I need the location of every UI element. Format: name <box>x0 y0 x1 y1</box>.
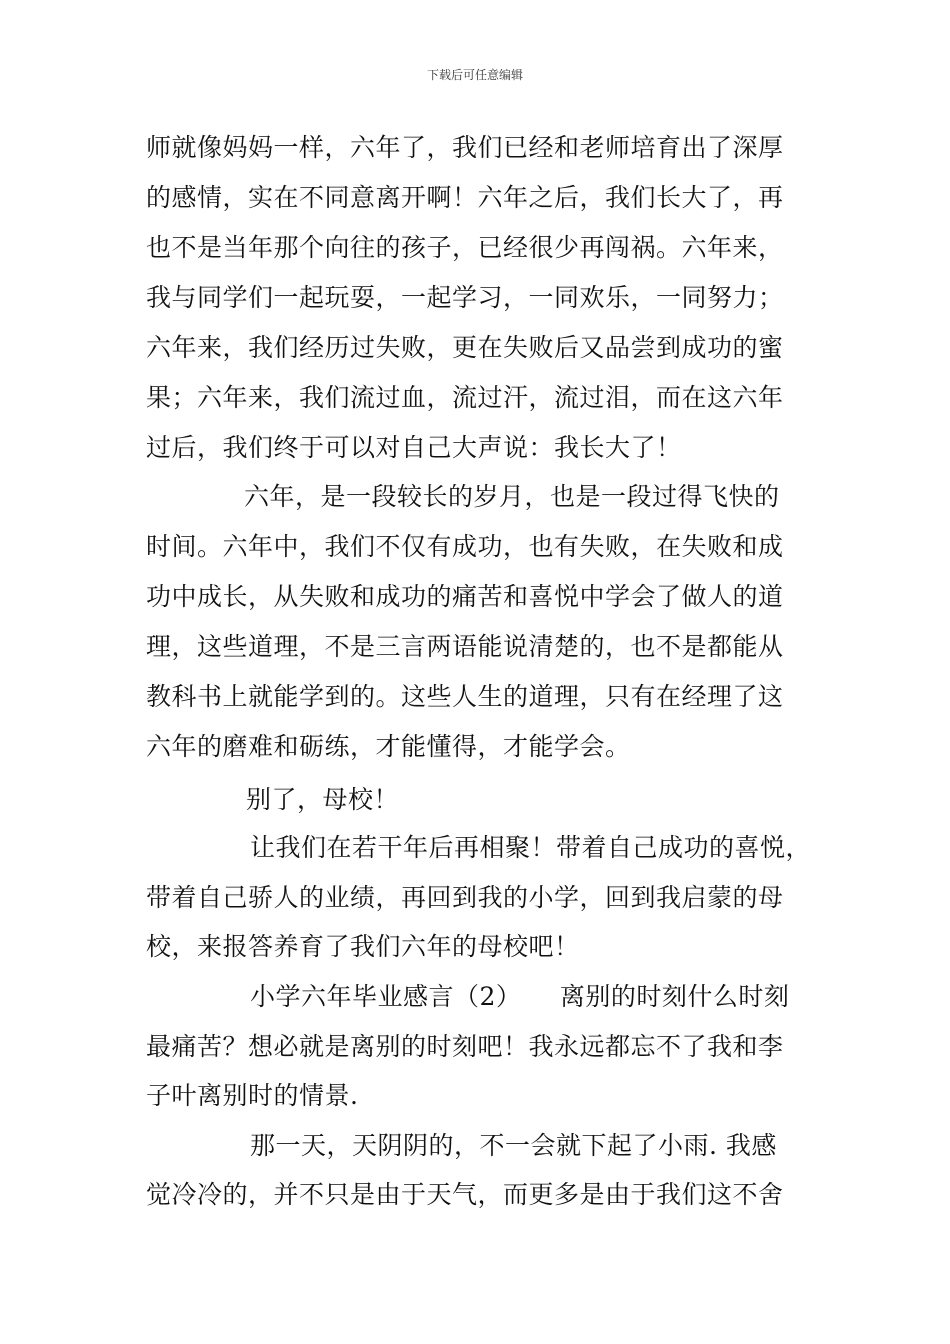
body-line-1: 师就像妈妈一样，六年了，我们已经和老师培育出了深厚 <box>146 133 784 162</box>
body-line-4: 我与同学们一起玩耍，一起学习，一同欢乐，一同努力； <box>146 283 784 312</box>
paragraph-2-line-5: 教科书上就能学到的。这些人生的道理，只有在经理了这 <box>146 682 784 711</box>
paragraph-2-line-3: 功中成长，从失败和成功的痛苦和喜悦中学会了做人的道 <box>146 582 784 611</box>
paragraph-3-line-2: 带着自己骄人的业绩，再回到我的小学，回到我启蒙的母 <box>146 883 784 912</box>
paragraph-5-line-1: 那一天，天阴阴的，不一会就下起了小雨. 我感 <box>250 1131 777 1160</box>
paragraph-2-line-6: 六年的磨难和砺练，才能懂得，才能学会。 <box>146 732 631 761</box>
body-line-5: 六年来，我们经历过失败，更在失败后又品尝到成功的蜜 <box>146 333 784 362</box>
paragraph-5-line-2: 觉冷冷的，并不只是由于天气，而更多是由于我们这不舍 <box>146 1180 784 1209</box>
page-header: 下载后可任意编辑 <box>426 68 523 82</box>
paragraph-2-line-4: 理，这些道理，不是三言两语能说清楚的，也不是都能从 <box>146 632 784 661</box>
body-line-7: 过后，我们终于可以对自己大声说：我长大了！ <box>146 433 682 462</box>
paragraph-2-line-1: 六年，是一段较长的岁月，也是一段过得飞快的 <box>244 482 780 511</box>
body-line-6: 果；六年来，我们流过血，流过汗，流过泪，而在这六年 <box>146 383 784 412</box>
body-line-2: 的感情，实在不同意离开啊！六年之后，我们长大了，再 <box>146 183 784 212</box>
paragraph-2-line-2: 时间。六年中，我们不仅有成功，也有失败，在失败和成 <box>146 532 784 561</box>
paragraph-4-line-3: 子叶离别时的情景. <box>146 1081 359 1110</box>
paragraph-4-line-2: 最痛苦？想必就是离别的时刻吧！我永远都忘不了我和李 <box>146 1032 784 1061</box>
paragraph-3-line-1: 让我们在若干年后再相聚！带着自己成功的喜悦， <box>250 833 812 862</box>
paragraph-4-line-1: 小学六年毕业感言（2） 离别的时刻什么时刻 <box>250 982 790 1011</box>
farewell-line: 别了，母校！ <box>246 785 400 814</box>
body-line-3: 也不是当年那个向往的孩子，已经很少再闯祸。六年来， <box>146 233 784 262</box>
paragraph-3-line-3: 校，来报答养育了我们六年的母校吧！ <box>146 932 580 961</box>
